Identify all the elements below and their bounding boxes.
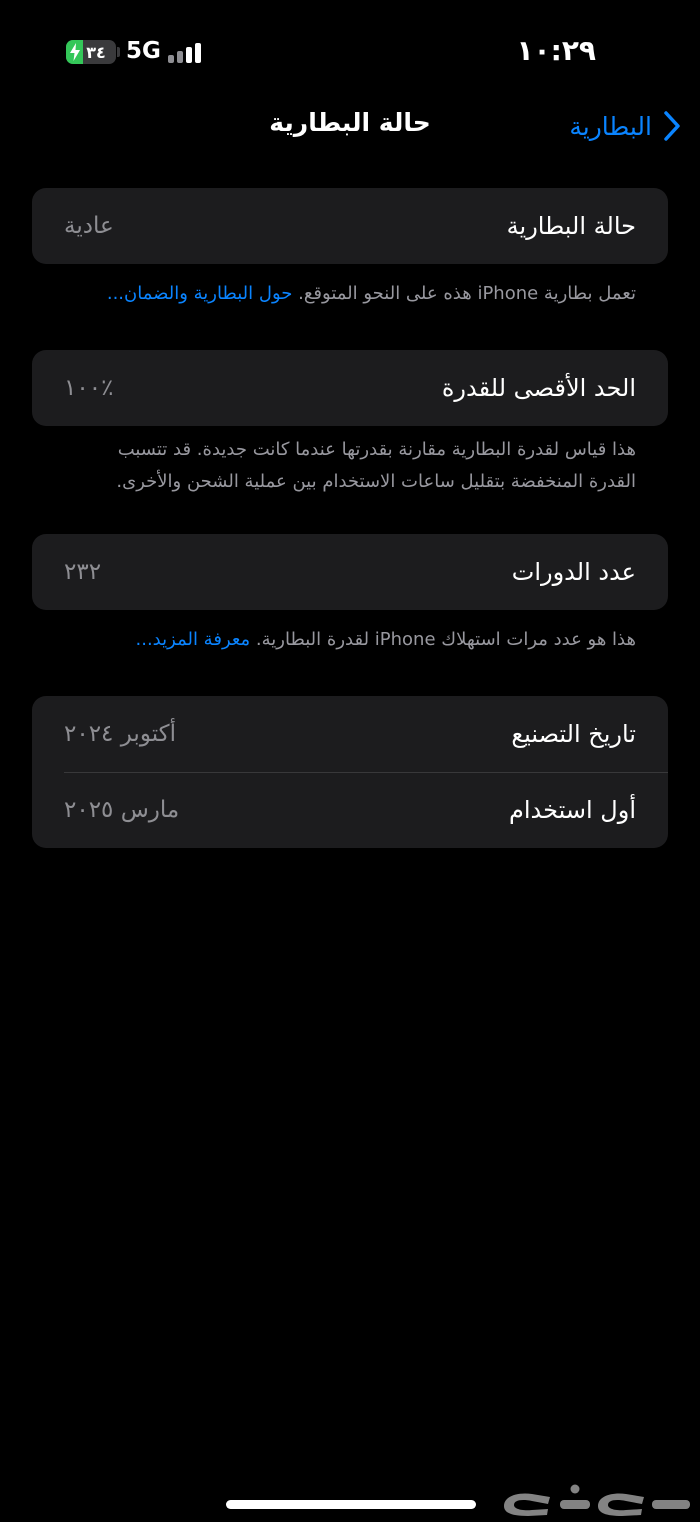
back-label: البطارية <box>569 111 652 141</box>
chevron-right-icon <box>662 110 682 142</box>
maximum-capacity-card <box>32 350 668 426</box>
maximum-capacity-footnote <box>60 434 636 498</box>
cycle-count-label: عدد الدورات <box>511 558 636 586</box>
battery-cap <box>117 47 120 57</box>
battery-level: ٣٤ <box>86 42 106 62</box>
manufacture-date-row <box>32 696 668 772</box>
battery-condition-value: عادية <box>64 213 114 239</box>
battery-condition-footnote-text: تعمل بطارية iPhone هذه على النحو المتوقع. <box>292 283 636 304</box>
back-button[interactable] <box>569 104 682 148</box>
battery-condition-card <box>32 188 668 264</box>
learn-more-link[interactable]: معرفة المزيد... <box>135 629 251 650</box>
signal-bar <box>168 55 174 63</box>
signal-bar <box>195 43 201 63</box>
row-divider <box>64 772 668 773</box>
battery-warranty-link[interactable]: حول البطارية والضمان... <box>106 283 293 304</box>
signal-bar <box>186 47 192 63</box>
battery-condition-footnote <box>60 278 636 310</box>
status-time: ١٠:٢٩ <box>516 34 596 67</box>
home-indicator[interactable] <box>226 1500 476 1509</box>
signal-bars-icon <box>168 41 208 63</box>
cycle-count-row <box>32 534 668 610</box>
manufacture-date-value: أكتوبر ٢٠٢٤ <box>64 721 176 747</box>
maximum-capacity-row <box>32 350 668 426</box>
first-use-value: مارس ٢٠٢٥ <box>64 797 180 823</box>
status-bar <box>0 0 700 100</box>
cycle-count-footnote <box>60 624 636 656</box>
first-use-row <box>32 772 668 848</box>
maximum-capacity-value: ٪١٠٠ <box>64 375 114 401</box>
signal-bar <box>177 51 183 63</box>
maximum-capacity-footnote-line2: القدرة المنخفضة بتقليل ساعات الاستخدام بين عملية الشحن والأخرى. <box>116 471 636 492</box>
haraj-logo <box>498 1478 696 1518</box>
battery-indicator <box>66 40 116 64</box>
dates-card <box>32 696 668 848</box>
cycle-count-footnote-text: هذا هو عدد مرات استهلاك iPhone لقدرة البطارية. <box>250 629 636 650</box>
maximum-capacity-footnote-line1: هذا قياس لقدرة البطارية مقارنة بقدرتها عندما كانت جديدة. قد تتسبب <box>117 439 636 460</box>
network-type: 5G <box>126 38 161 64</box>
battery-condition-label: حالة البطارية <box>506 212 636 240</box>
maximum-capacity-label: الحد الأقصى للقدرة <box>441 374 636 402</box>
cycle-count-value: ٢٣٢ <box>64 559 102 585</box>
battery-condition-row <box>32 188 668 264</box>
cycle-count-card <box>32 534 668 610</box>
first-use-label: أول استخدام <box>509 796 636 824</box>
page-title: حالة البطارية <box>269 108 431 137</box>
manufacture-date-label: تاريخ التصنيع <box>511 720 636 748</box>
